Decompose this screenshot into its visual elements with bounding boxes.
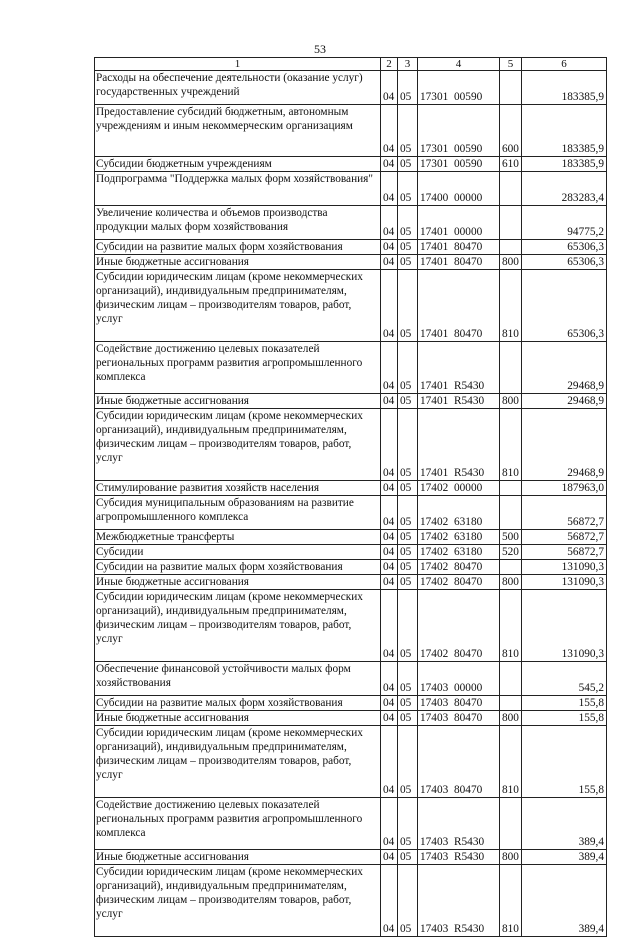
target-article-program-code: 17402 — [420, 576, 449, 588]
row-amount-cell: 29468,9 — [522, 394, 607, 409]
target-article-direction-code: 00590 — [454, 91, 483, 103]
row-expense-type-cell: 810 — [500, 865, 522, 937]
row-section-cell: 04 — [381, 865, 398, 937]
row-expense-type-cell: 600 — [500, 105, 522, 157]
row-target-article-cell — [418, 711, 500, 726]
target-article-direction-code: 80470 — [454, 784, 483, 796]
budget-table — [94, 57, 607, 937]
table-row — [95, 865, 607, 937]
row-section-cell: 04 — [381, 105, 398, 157]
row-subsection-cell: 05 — [398, 206, 418, 240]
row-expense-type-cell: 810 — [500, 726, 522, 798]
table-row — [95, 71, 607, 105]
table-row — [95, 206, 607, 240]
table-row — [95, 157, 607, 172]
row-section-cell: 04 — [381, 71, 398, 105]
table-row — [95, 560, 607, 575]
row-amount-cell: 94775,2 — [522, 206, 607, 240]
table-row — [95, 394, 607, 409]
row-target-article-cell — [418, 172, 500, 206]
row-section-cell: 04 — [381, 394, 398, 409]
target-article-direction-code: R5430 — [454, 395, 485, 407]
row-name-cell: Расходы на обеспечение деятельности (оказание услуг) государственных учреждений — [95, 71, 381, 105]
table-row — [95, 530, 607, 545]
row-expense-type-cell — [500, 696, 522, 711]
row-expense-type-cell — [500, 662, 522, 696]
table-row — [95, 590, 607, 662]
row-amount-cell: 29468,9 — [522, 342, 607, 394]
row-target-article-cell — [418, 696, 500, 711]
row-target-article-cell — [418, 590, 500, 662]
row-amount-cell: 183385,9 — [522, 105, 607, 157]
target-article-direction-code: R5430 — [454, 380, 485, 392]
row-subsection-cell: 05 — [398, 711, 418, 726]
row-section-cell: 04 — [381, 560, 398, 575]
row-expense-type-cell: 520 — [500, 545, 522, 560]
row-subsection-cell: 05 — [398, 270, 418, 342]
row-section-cell: 04 — [381, 545, 398, 560]
row-expense-type-cell: 800 — [500, 575, 522, 590]
target-article-direction-code: 80470 — [454, 648, 483, 660]
target-article-direction-code: 00000 — [454, 192, 483, 204]
target-article-program-code: 17401 — [420, 395, 449, 407]
row-amount-cell: 389,4 — [522, 798, 607, 850]
row-expense-type-cell — [500, 496, 522, 530]
page-number: 53 — [314, 42, 326, 56]
row-target-article-cell — [418, 850, 500, 865]
row-name-cell: Субсидии юридическим лицам (кроме некоммерческих организаций), индивидуальным предпринимателям, физическим лицам – производителям товаров, работ, услуг — [95, 590, 381, 662]
target-article-program-code: 17403 — [420, 923, 449, 935]
header-cell-sum: 6 — [522, 58, 607, 71]
row-section-cell: 04 — [381, 711, 398, 726]
target-article-direction-code: R5430 — [454, 923, 485, 935]
row-subsection-cell: 05 — [398, 850, 418, 865]
row-subsection-cell: 05 — [398, 798, 418, 850]
target-article-program-code: 17401 — [420, 256, 449, 268]
target-article-program-code: 17401 — [420, 467, 449, 479]
table-row — [95, 711, 607, 726]
row-section-cell: 04 — [381, 575, 398, 590]
row-subsection-cell: 05 — [398, 726, 418, 798]
row-name-cell: Межбюджетные трансферты — [95, 530, 381, 545]
row-expense-type-cell: 800 — [500, 850, 522, 865]
table-row — [95, 481, 607, 496]
row-expense-type-cell — [500, 206, 522, 240]
target-article-direction-code: 00590 — [454, 158, 483, 170]
row-name-cell: Субсидии — [95, 545, 381, 560]
target-article-program-code: 17403 — [420, 784, 449, 796]
row-section-cell: 04 — [381, 590, 398, 662]
row-subsection-cell: 05 — [398, 342, 418, 394]
row-name-cell: Иные бюджетные ассигнования — [95, 575, 381, 590]
row-expense-type-cell — [500, 798, 522, 850]
row-amount-cell: 545,2 — [522, 662, 607, 696]
row-amount-cell: 187963,0 — [522, 481, 607, 496]
row-subsection-cell: 05 — [398, 481, 418, 496]
row-name-cell: Субсидии юридическим лицам (кроме некоммерческих организаций), индивидуальным предпринимателям, физическим лицам – производителям товаров, работ, услуг — [95, 270, 381, 342]
target-article-program-code: 17401 — [420, 226, 449, 238]
row-target-article-cell — [418, 206, 500, 240]
row-expense-type-cell: 500 — [500, 530, 522, 545]
row-section-cell: 04 — [381, 662, 398, 696]
target-article-direction-code: 63180 — [454, 531, 483, 543]
table-header-row — [95, 58, 607, 71]
row-amount-cell: 183385,9 — [522, 157, 607, 172]
row-expense-type-cell: 810 — [500, 270, 522, 342]
row-name-cell: Иные бюджетные ассигнования — [95, 255, 381, 270]
row-name-cell: Субсидии на развитие малых форм хозяйствования — [95, 240, 381, 255]
row-subsection-cell: 05 — [398, 545, 418, 560]
row-name-cell: Стимулирование развития хозяйств населения — [95, 481, 381, 496]
row-name-cell: Иные бюджетные ассигнования — [95, 394, 381, 409]
row-section-cell: 04 — [381, 850, 398, 865]
row-subsection-cell: 05 — [398, 590, 418, 662]
table-row — [95, 105, 607, 157]
row-name-cell: Субсидии юридическим лицам (кроме некоммерческих организаций), индивидуальным предпринимателям, физическим лицам – производителям товаров, работ, услуг — [95, 409, 381, 481]
row-amount-cell: 131090,3 — [522, 575, 607, 590]
row-target-article-cell — [418, 530, 500, 545]
target-article-program-code: 17301 — [420, 143, 449, 155]
row-amount-cell: 389,4 — [522, 850, 607, 865]
row-expense-type-cell: 800 — [500, 394, 522, 409]
target-article-direction-code: 63180 — [454, 516, 483, 528]
target-article-program-code: 17401 — [420, 380, 449, 392]
target-article-program-code: 17402 — [420, 546, 449, 558]
target-article-program-code: 17403 — [420, 851, 449, 863]
row-amount-cell: 65306,3 — [522, 240, 607, 255]
row-section-cell: 04 — [381, 270, 398, 342]
row-expense-type-cell — [500, 172, 522, 206]
header-cell-vr: 5 — [500, 58, 522, 71]
row-section-cell: 04 — [381, 409, 398, 481]
row-target-article-cell — [418, 865, 500, 937]
row-expense-type-cell — [500, 240, 522, 255]
row-section-cell: 04 — [381, 696, 398, 711]
row-subsection-cell: 05 — [398, 560, 418, 575]
target-article-program-code: 17402 — [420, 482, 449, 494]
row-name-cell: Субсидия муниципальным образованиям на развитие агропромышленного комплекса — [95, 496, 381, 530]
row-target-article-cell — [418, 105, 500, 157]
row-subsection-cell: 05 — [398, 394, 418, 409]
table-row — [95, 850, 607, 865]
row-target-article-cell — [418, 798, 500, 850]
row-target-article-cell — [418, 560, 500, 575]
row-section-cell: 04 — [381, 206, 398, 240]
row-subsection-cell: 05 — [398, 575, 418, 590]
row-name-cell: Содействие достижению целевых показателей региональных программ развития агропромышленного комплекса — [95, 342, 381, 394]
row-subsection-cell: 05 — [398, 409, 418, 481]
target-article-program-code: 17403 — [420, 682, 449, 694]
row-name-cell: Субсидии на развитие малых форм хозяйствования — [95, 560, 381, 575]
row-amount-cell: 56872,7 — [522, 496, 607, 530]
table-row — [95, 270, 607, 342]
table-row — [95, 409, 607, 481]
row-subsection-cell: 05 — [398, 71, 418, 105]
row-expense-type-cell — [500, 71, 522, 105]
table-row — [95, 240, 607, 255]
row-target-article-cell — [418, 255, 500, 270]
row-amount-cell: 65306,3 — [522, 270, 607, 342]
row-amount-cell: 65306,3 — [522, 255, 607, 270]
row-amount-cell: 56872,7 — [522, 545, 607, 560]
table-row — [95, 662, 607, 696]
row-target-article-cell — [418, 394, 500, 409]
row-subsection-cell: 05 — [398, 865, 418, 937]
table-row — [95, 696, 607, 711]
row-section-cell: 04 — [381, 530, 398, 545]
target-article-program-code: 17403 — [420, 836, 449, 848]
row-name-cell: Иные бюджетные ассигнования — [95, 850, 381, 865]
row-target-article-cell — [418, 157, 500, 172]
target-article-direction-code: 00590 — [454, 143, 483, 155]
row-subsection-cell: 05 — [398, 496, 418, 530]
row-amount-cell: 131090,3 — [522, 590, 607, 662]
row-section-cell: 04 — [381, 172, 398, 206]
target-article-program-code: 17301 — [420, 158, 449, 170]
row-name-cell: Иные бюджетные ассигнования — [95, 711, 381, 726]
target-article-direction-code: 80470 — [454, 561, 483, 573]
row-section-cell: 04 — [381, 342, 398, 394]
row-expense-type-cell — [500, 342, 522, 394]
target-article-direction-code: 80470 — [454, 712, 483, 724]
row-name-cell: Субсидии юридическим лицам (кроме некоммерческих организаций), индивидуальным предпринимателям, физическим лицам – производителям товаров, работ, услуг — [95, 726, 381, 798]
target-article-program-code: 17402 — [420, 531, 449, 543]
header-cell-name: 1 — [95, 58, 381, 71]
row-section-cell: 04 — [381, 481, 398, 496]
row-expense-type-cell: 610 — [500, 157, 522, 172]
row-name-cell: Подпрограмма "Поддержка малых форм хозяйствования" — [95, 172, 381, 206]
table-row — [95, 545, 607, 560]
row-name-cell: Субсидии бюджетным учреждениям — [95, 157, 381, 172]
row-amount-cell: 56872,7 — [522, 530, 607, 545]
row-subsection-cell: 05 — [398, 530, 418, 545]
table-row — [95, 798, 607, 850]
row-target-article-cell — [418, 342, 500, 394]
target-article-program-code: 17402 — [420, 561, 449, 573]
row-amount-cell: 183385,9 — [522, 71, 607, 105]
target-article-direction-code: 63180 — [454, 546, 483, 558]
target-article-program-code: 17402 — [420, 516, 449, 528]
target-article-program-code: 17401 — [420, 241, 449, 253]
row-target-article-cell — [418, 240, 500, 255]
row-subsection-cell: 05 — [398, 172, 418, 206]
row-target-article-cell — [418, 662, 500, 696]
row-amount-cell: 131090,3 — [522, 560, 607, 575]
row-name-cell: Увеличение количества и объемов производства продукции малых форм хозяйствования — [95, 206, 381, 240]
target-article-direction-code: 80470 — [454, 328, 483, 340]
target-article-program-code: 17403 — [420, 697, 449, 709]
table-row — [95, 575, 607, 590]
header-cell-csr: 4 — [418, 58, 500, 71]
header-cell-rz: 2 — [381, 58, 398, 71]
row-expense-type-cell: 810 — [500, 590, 522, 662]
row-expense-type-cell: 800 — [500, 711, 522, 726]
table-row — [95, 726, 607, 798]
row-target-article-cell — [418, 545, 500, 560]
row-name-cell: Субсидии юридическим лицам (кроме некоммерческих организаций), индивидуальным предпринимателям, физическим лицам – производителям товаров, работ, услуг — [95, 865, 381, 937]
target-article-direction-code: 80470 — [454, 576, 483, 588]
target-article-direction-code: 80470 — [454, 256, 483, 268]
target-article-direction-code: 80470 — [454, 241, 483, 253]
row-target-article-cell — [418, 270, 500, 342]
target-article-program-code: 17401 — [420, 328, 449, 340]
table-row — [95, 172, 607, 206]
target-article-direction-code: 00000 — [454, 682, 483, 694]
row-target-article-cell — [418, 409, 500, 481]
row-section-cell: 04 — [381, 496, 398, 530]
row-name-cell: Обеспечение финансовой устойчивости малых форм хозяйствования — [95, 662, 381, 696]
row-amount-cell: 155,8 — [522, 726, 607, 798]
header-cell-prz: 3 — [398, 58, 418, 71]
row-subsection-cell: 05 — [398, 157, 418, 172]
row-subsection-cell: 05 — [398, 696, 418, 711]
table-row — [95, 496, 607, 530]
row-target-article-cell — [418, 575, 500, 590]
target-article-direction-code: R5430 — [454, 851, 485, 863]
row-subsection-cell: 05 — [398, 105, 418, 157]
row-expense-type-cell — [500, 560, 522, 575]
row-amount-cell: 283283,4 — [522, 172, 607, 206]
row-subsection-cell: 05 — [398, 255, 418, 270]
row-name-cell: Субсидии на развитие малых форм хозяйствования — [95, 696, 381, 711]
row-target-article-cell — [418, 481, 500, 496]
row-target-article-cell — [418, 726, 500, 798]
row-subsection-cell: 05 — [398, 240, 418, 255]
target-article-program-code: 17301 — [420, 91, 449, 103]
row-amount-cell: 155,8 — [522, 696, 607, 711]
target-article-program-code: 17402 — [420, 648, 449, 660]
row-expense-type-cell: 800 — [500, 255, 522, 270]
row-amount-cell: 155,8 — [522, 711, 607, 726]
target-article-program-code: 17403 — [420, 712, 449, 724]
target-article-program-code: 17400 — [420, 192, 449, 204]
row-target-article-cell — [418, 496, 500, 530]
row-name-cell: Содействие достижению целевых показателей региональных программ развития агропромышленного комплекса — [95, 798, 381, 850]
target-article-direction-code: 00000 — [454, 226, 483, 238]
row-section-cell: 04 — [381, 726, 398, 798]
table-row — [95, 255, 607, 270]
row-amount-cell: 29468,9 — [522, 409, 607, 481]
row-amount-cell: 389,4 — [522, 865, 607, 937]
target-article-direction-code: 00000 — [454, 482, 483, 494]
row-expense-type-cell — [500, 481, 522, 496]
row-subsection-cell: 05 — [398, 662, 418, 696]
row-section-cell: 04 — [381, 255, 398, 270]
row-section-cell: 04 — [381, 798, 398, 850]
target-article-direction-code: 80470 — [454, 697, 483, 709]
row-section-cell: 04 — [381, 157, 398, 172]
row-target-article-cell — [418, 71, 500, 105]
table-row — [95, 342, 607, 394]
budget-table-body — [95, 58, 607, 937]
row-expense-type-cell: 810 — [500, 409, 522, 481]
row-name-cell: Предоставление субсидий бюджетным, автономным учреждениям и иным некоммерческим организациям — [95, 105, 381, 157]
row-section-cell: 04 — [381, 240, 398, 255]
target-article-direction-code: R5430 — [454, 467, 485, 479]
target-article-direction-code: R5430 — [454, 836, 485, 848]
